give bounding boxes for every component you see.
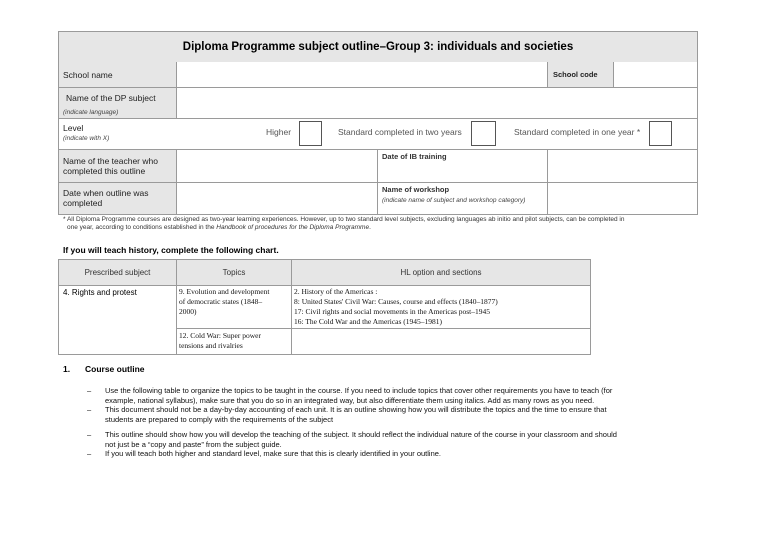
outline-heading: Course outline	[85, 364, 145, 374]
level-hint: (indicate with X)	[63, 135, 110, 142]
date-completed-label: Date when outline was completed	[63, 188, 149, 208]
outline-number: 1.	[63, 364, 71, 374]
ib-training-label: Date of IB training	[382, 152, 447, 161]
subject-hint: (indicate language)	[63, 109, 119, 116]
header-topics: Topics	[177, 260, 291, 285]
prescribed-subject-value[interactable]: 4. Rights and protest	[63, 288, 137, 297]
bullet-mark-4: –	[87, 449, 92, 458]
bullet-mark-3: –	[87, 430, 92, 439]
footnote-line-1: * All Diploma Programme courses are designed as two-year learning experiences. However, up to two standard level subjects, excluding languages ab initio and pilot subjects, can be completed in	[63, 216, 625, 223]
bullet-4: If you will teach both higher and standard level, make sure that this is clearly identified in your outline.	[105, 449, 442, 458]
header-prescribed: Prescribed subject	[59, 260, 176, 285]
level-label: Level	[63, 123, 84, 133]
bullet-2: This document should not be a day-by-day accounting of each unit. It is an outline showing how you will distribute the topics and the time to ensure that students are prepared to comply with the requirements of the subject	[105, 405, 607, 424]
topic-cell-2[interactable]: 12. Cold War: Super power tensions and rivalries	[179, 331, 261, 350]
school-name-label: School name	[63, 70, 113, 80]
form-title	[58, 31, 698, 63]
standard-one-label: Standard completed in one year *	[514, 127, 641, 137]
bullet-mark-1: –	[87, 386, 92, 395]
teacher-label: Name of the teacher who completed this outline	[63, 156, 158, 176]
school-code-label: School code	[553, 70, 598, 79]
history-intro: If you will teach history, complete the following chart.	[63, 245, 279, 255]
bullet-mark-2: –	[87, 405, 92, 414]
school-name-field[interactable]	[177, 62, 547, 87]
subject-label: Name of the DP subject	[66, 93, 156, 103]
standard-one-checkbox[interactable]	[649, 121, 672, 146]
school-code-field[interactable]	[614, 62, 697, 87]
higher-label: Higher	[266, 127, 292, 137]
workshop-label: Name of workshop	[382, 185, 450, 194]
teacher-field[interactable]	[177, 150, 376, 182]
standard-two-checkbox[interactable]	[471, 121, 496, 146]
standard-two-label: Standard completed in two years	[338, 127, 462, 137]
bullet-1: Use the following table to organize the topics to be taught in the course. If you need to include topics that cover other requirements you have to teach (for example, national syllabus), make sure that you do so in an integrated way, but also differentiate them using italics. Add as many rows as you need.	[105, 386, 613, 405]
higher-checkbox[interactable]	[299, 121, 322, 146]
bullet-3: This outline should show how you will develop the teaching of the subject. It should reflect the individual nature of the course in your classroom and should not just be a “copy and paste” from the subject guide.	[105, 430, 617, 449]
header-hl: HL option and sections	[292, 260, 590, 285]
date-completed-field[interactable]	[177, 183, 376, 214]
form-title-text: Diploma Programme subject outline–Group 3: individuals and societies	[182, 41, 574, 53]
footnote-line-2: one year, according to conditions established in the Handbook of procedures for the Diploma Programme.	[67, 224, 371, 231]
footnote	[63, 216, 713, 232]
hl-sections-cell[interactable]: 2. History of the Americas : 8: United States' Civil War: Causes, course and effects (1840–1877) 17: Civil rights and social movements in the Americas post–1945 16: The Cold War and the Americas (1945–1981)	[294, 287, 498, 326]
workshop-hint: (indicate name of subject and workshop category)	[382, 197, 526, 204]
topic-cell-1[interactable]: 9. Evolution and development of democratic states (1848– 2000)	[179, 287, 270, 316]
subject-field[interactable]	[177, 88, 697, 118]
